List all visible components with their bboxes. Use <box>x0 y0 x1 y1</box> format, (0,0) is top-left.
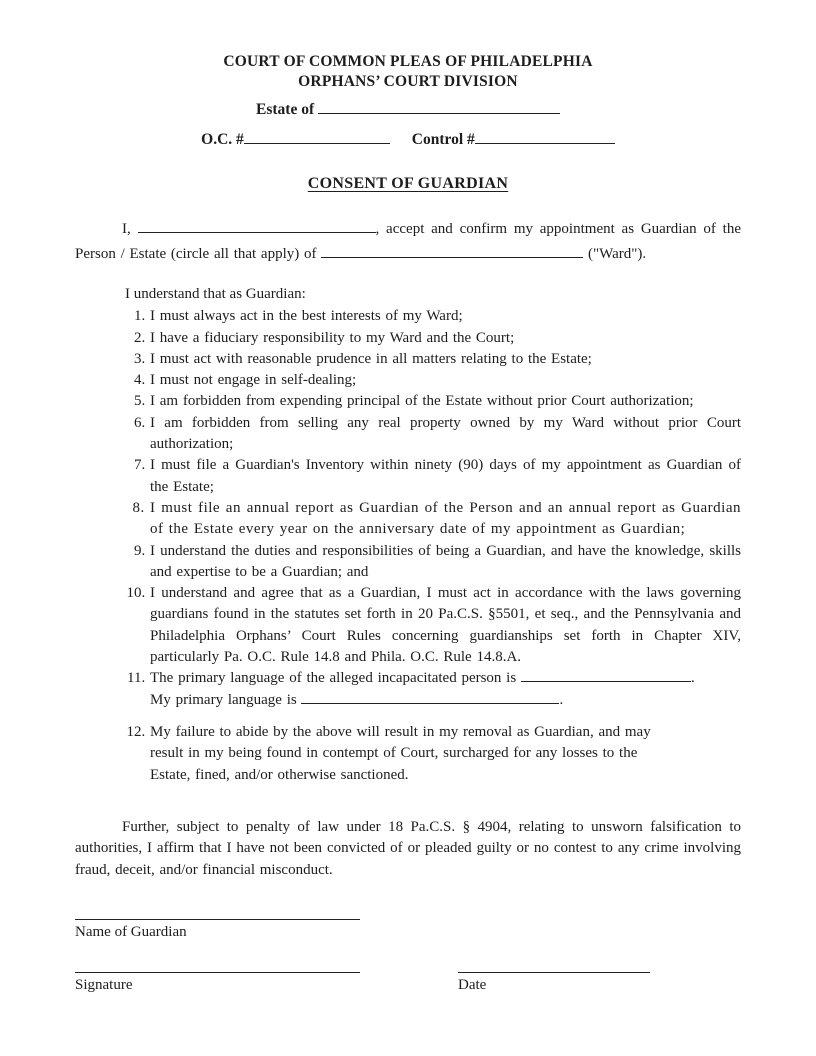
date-line <box>458 970 650 973</box>
consent-item-3: 3. I must act with reasonable prudence in all matters relating to the Estate; <box>150 349 741 370</box>
estate-of-label: Estate of <box>256 101 315 118</box>
opening-paragraph <box>75 217 741 267</box>
oc-control-row <box>75 129 741 150</box>
aip-primary-language-blank <box>521 668 691 682</box>
date-label: Date <box>458 977 487 994</box>
consent-item-10: 10. I understand and agree that as a Guardian, I must act in accordance with the laws governing guardians found in the statutes set forth in 20 Pa.C.S. §5501, et seq., and the Pennsylvania and Philadelphia Orphans’ Court Rules concerning guardianships set forth in Chapter XIV, particularly Pa. O.C. Rule 14.8 and Phila. O.C. Rule 14.8.A. <box>150 583 741 668</box>
affirmation-paragraph: Further, subject to penalty of law under 18 Pa.C.S. § 4904, relating to unsworn falsification to authorities, I affirm that I have not been convicted of or pleaded guilty or no contest to any crime involving fraud, deceit, and/or financial misconduct. <box>75 818 741 878</box>
consent-item-4: 4. I must not engage in self-dealing; <box>150 370 741 391</box>
estate-of-row <box>75 99 741 120</box>
consent-list <box>75 306 741 786</box>
control-number-blank <box>475 130 615 144</box>
consent-item-1: 1. I must always act in the best interests of my Ward; <box>150 306 741 327</box>
date-group <box>458 970 650 996</box>
item11-period-2: . <box>559 691 564 708</box>
oc-number-blank <box>244 130 390 144</box>
signature-block <box>75 917 741 996</box>
consent-item-9: 9. I understand the duties and responsibilities of being a Guardian, and have the knowledge, skills and expertise to be a Guardian; and <box>150 541 741 584</box>
item12-line-1: 12. My failure to abide by the above will result in my removal as Guardian, and may <box>150 723 651 740</box>
consent-item-8: 8. I must file an annual report as Guardian of the Person and an annual report as Guardian of the Estate every year on the anniversary date of my appointment as Guardian; <box>150 498 741 541</box>
oc-number-label: O.C. # <box>201 131 244 148</box>
opening-text-ward: ("Ward"). <box>588 246 647 262</box>
guardian-name-blank <box>138 219 376 233</box>
guardian-primary-language-blank <box>301 690 559 704</box>
item11-period-1: . <box>690 670 695 687</box>
guardian-name-line <box>75 917 360 920</box>
estate-of-blank <box>318 100 560 114</box>
opening-text-after-name: , accept and confirm my appointment as Guardian of the Person / Estate (circle all that apply) of <box>75 221 742 262</box>
court-name-line2: ORPHANS’ COURT DIVISION <box>298 73 518 90</box>
document-header <box>75 52 741 150</box>
document-title: CONSENT OF GUARDIAN <box>307 175 509 192</box>
consent-item-11 <box>150 668 741 711</box>
signature-group <box>75 970 458 996</box>
guardian-name-group <box>75 917 741 943</box>
item11-text-1: The primary language of the alleged incapacitated person is <box>150 670 517 687</box>
signature-line <box>75 970 360 973</box>
consent-item-2: 2. I have a fiduciary responsibility to my Ward and the Court; <box>150 328 741 349</box>
consent-item-12 <box>150 722 741 786</box>
signature-label: Signature <box>75 977 133 994</box>
item11-text-2: My primary language is <box>150 691 297 708</box>
opening-text-before-name: I, <box>122 221 131 237</box>
consent-intro: I understand that as Guardian: <box>125 286 306 302</box>
control-number-label: Control # <box>411 131 475 148</box>
signature-date-row <box>75 970 741 996</box>
guardian-name-label: Name of Guardian <box>75 924 187 941</box>
consent-item-6: 6. I am forbidden from selling any real property owned by my Ward without prior Court authorization; <box>150 413 741 456</box>
court-name-line1: COURT OF COMMON PLEAS OF PHILADELPHIA <box>223 53 593 70</box>
item12-line-2: result in my being found in contempt of Court, surcharged for any losses to the <box>150 745 638 762</box>
item12-line-3: Estate, fined, and/or otherwise sanctioned. <box>150 766 409 783</box>
ward-name-blank <box>321 244 583 258</box>
consent-item-5: 5. I am forbidden from expending principal of the Estate without prior Court authorization; <box>150 391 741 412</box>
consent-item-7: 7. I must file a Guardian's Inventory within ninety (90) days of my appointment as Guardian of the Estate; <box>150 455 741 498</box>
